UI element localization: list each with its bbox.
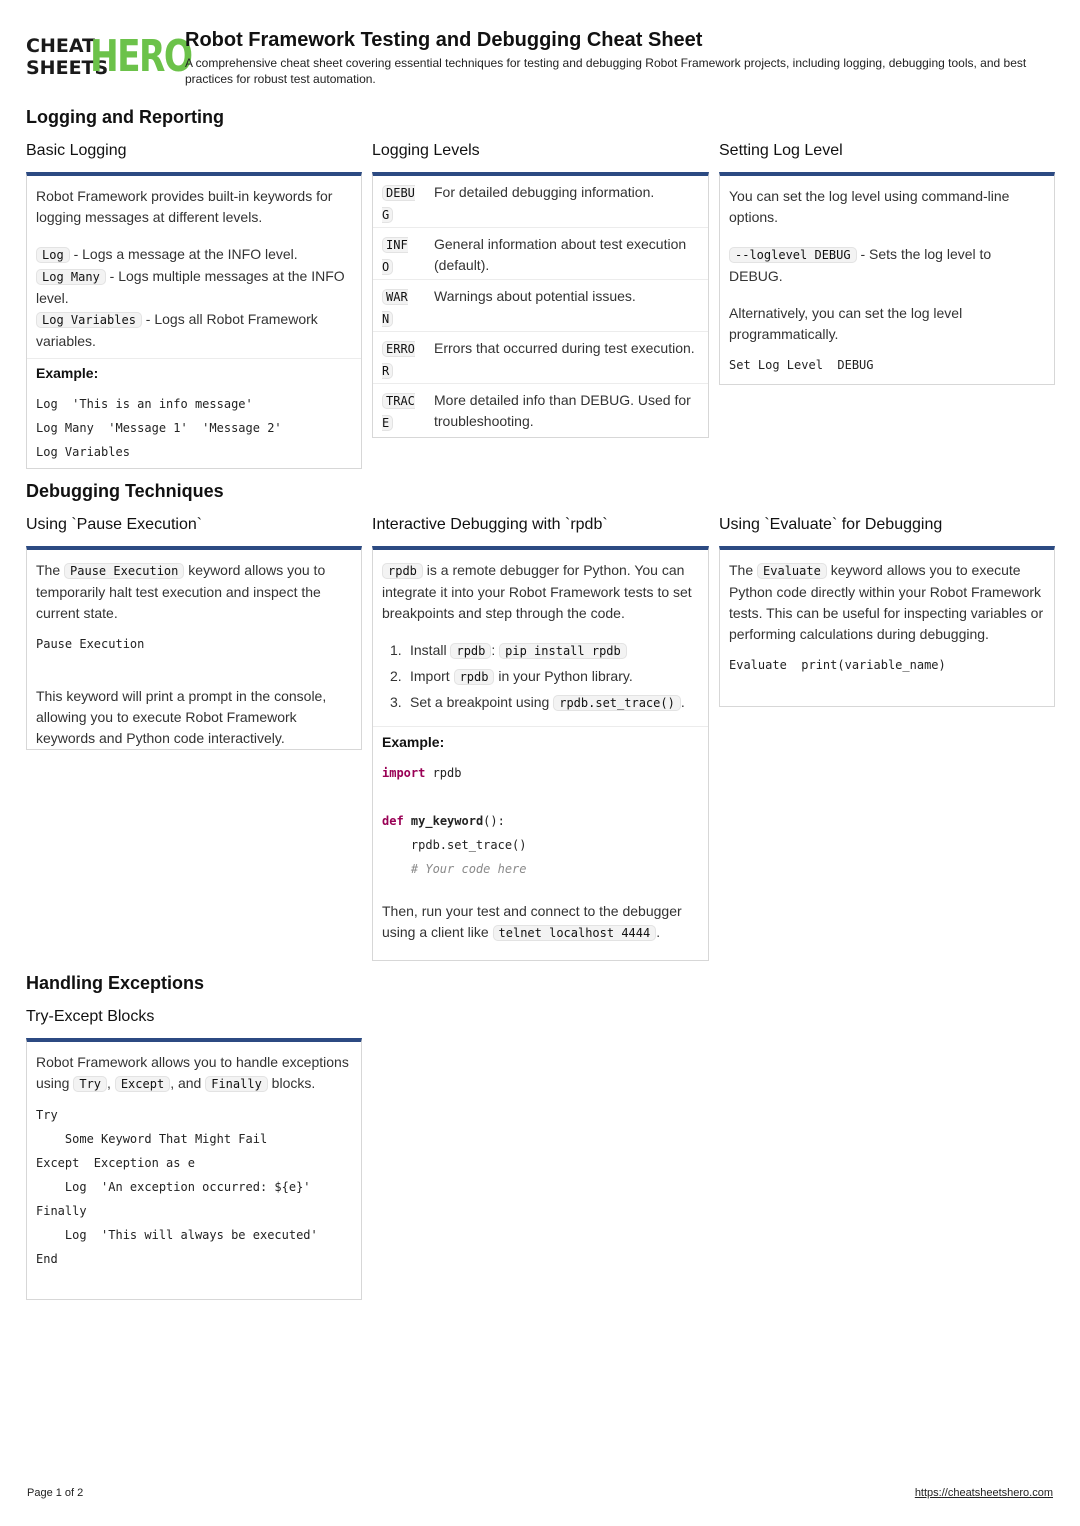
card-try-except — [26, 1038, 362, 1300]
code-text: (): — [483, 814, 505, 828]
code-line: Set Log Level DEBUG — [729, 358, 874, 372]
level-row-error — [373, 332, 708, 384]
setting-intro: You can set the log level using command-line options. — [729, 188, 1010, 225]
code-log: Log — [36, 247, 70, 263]
code-line: rpdb.set_trace() — [382, 838, 527, 852]
rpdb-intro-text: is a remote debugger for Python. You can integrate it into your Robot Framework tests to set breakpoints and step through the code. — [382, 562, 692, 621]
code-line: Finally — [36, 1204, 87, 1218]
step-text: . — [680, 694, 685, 710]
try-intro-text: , — [107, 1075, 115, 1091]
try-intro-text: , and — [170, 1075, 206, 1091]
step-text: : — [491, 642, 500, 658]
logo-cheat-text: CHEAT — [26, 35, 96, 57]
code-line: Try — [36, 1108, 58, 1122]
step-code: rpdb — [454, 669, 495, 685]
code-telnet: telnet localhost 4444 — [493, 925, 657, 941]
section-title-exceptions: Handling Exceptions — [26, 973, 205, 993]
code-line: Except Exception as e — [36, 1156, 195, 1170]
code-try: Try — [73, 1076, 107, 1092]
rpdb-outro-text: Then, run your test and connect to the debugger using a client like — [382, 903, 682, 940]
card-title-logging-levels: Logging Levels — [372, 142, 480, 159]
code-block — [27, 392, 361, 464]
level-desc: General information about test execution (default). — [434, 236, 687, 273]
evaluate-intro-pre: The — [729, 562, 758, 578]
code-log-many: Log Many — [36, 269, 106, 285]
site-link[interactable]: https://cheatsheetshero.com — [914, 1487, 1053, 1499]
code-line: Some Keyword That Might Fail — [36, 1132, 268, 1146]
card-title-try-except: Try-Except Blocks — [26, 1008, 155, 1025]
code-line: Log Many 'Message 1' 'Message 2' — [36, 421, 282, 435]
step-number: 3. — [390, 694, 402, 710]
step-text: in your Python library. — [494, 668, 633, 684]
basic-logging-item-text: - Logs all Robot Framework variables. — [36, 311, 318, 349]
level-row-info — [373, 228, 708, 280]
code-block — [373, 761, 708, 881]
card-pause-execution — [26, 546, 362, 750]
code-block — [27, 632, 361, 656]
try-intro-text: Robot Framework allows you to handle exceptions using — [36, 1054, 349, 1091]
logo-hero-text: HERO — [90, 31, 192, 82]
level-code: TRACE — [382, 394, 415, 430]
example-label: Example: — [36, 365, 99, 381]
level-desc: More detailed info than DEBUG. Used for troubleshooting. — [434, 392, 691, 429]
logo — [26, 31, 192, 82]
level-code: DEBUG — [382, 186, 415, 222]
rpdb-outro — [382, 901, 699, 944]
code-finally: Finally — [205, 1076, 268, 1092]
code-rpdb: rpdb — [382, 563, 423, 579]
try-intro-text: blocks. — [267, 1075, 316, 1091]
step-text: Set a breakpoint using — [410, 694, 554, 710]
step-text: Install — [410, 642, 451, 658]
code-line: End — [36, 1252, 58, 1266]
setting-flag-text: - Sets the log level to DEBUG. — [729, 246, 992, 284]
level-row-trace — [373, 384, 708, 436]
code-block — [720, 653, 1054, 677]
page-number: Page 1 of 2 — [27, 1487, 84, 1499]
card-basic-logging — [26, 172, 362, 469]
card-rpdb — [372, 546, 709, 961]
pause-note: This keyword will print a prompt in the console, allowing you to execute Robot Framework keywords and Python code interactively. — [36, 688, 327, 746]
basic-logging-item — [36, 266, 352, 309]
code-log-variables: Log Variables — [36, 312, 142, 328]
card-evaluate — [719, 546, 1055, 707]
code-block — [720, 353, 1054, 377]
rpdb-step — [382, 690, 699, 716]
card-title-rpdb: Interactive Debugging with `rpdb` — [372, 516, 608, 533]
step-text: Import — [410, 668, 454, 684]
rpdb-steps — [382, 638, 699, 726]
basic-logging-item-text: - Logs multiple messages at the INFO level. — [36, 268, 345, 306]
pause-intro-pre: The — [36, 562, 65, 578]
section-title-debugging: Debugging Techniques — [26, 481, 224, 501]
level-desc: Errors that occurred during test execution. — [434, 340, 695, 356]
code-pause-execution: Pause Execution — [64, 563, 184, 579]
level-desc: For detailed debugging information. — [434, 184, 655, 200]
code-comment: # Your code here — [382, 862, 527, 876]
code-function: my_keyword — [410, 814, 484, 828]
step-number: 2. — [390, 668, 402, 684]
code-text: rpdb — [425, 766, 462, 780]
try-except-intro — [36, 1052, 352, 1095]
rpdb-step — [382, 664, 699, 690]
rpdb-intro — [382, 560, 699, 624]
basic-logging-item-text: - Logs a message at the INFO level. — [69, 246, 298, 262]
code-block — [27, 1103, 361, 1271]
card-setting-log-level — [719, 172, 1055, 385]
code-line: Evaluate print(variable_name) — [729, 658, 946, 672]
card-title-basic-logging: Basic Logging — [26, 142, 127, 159]
code-loglevel-flag: --loglevel DEBUG — [729, 247, 857, 263]
logo-sheets-text: SHEETS — [26, 57, 109, 79]
card-logging-levels — [372, 172, 709, 438]
code-line — [382, 761, 699, 785]
basic-logging-item — [36, 244, 352, 266]
card-title-setting-log-level: Setting Log Level — [719, 142, 843, 159]
step-code: rpdb — [450, 643, 491, 659]
code-line: Log 'This is an info message' — [36, 397, 253, 411]
code-line: Log 'This will always be executed' — [36, 1228, 318, 1242]
setting-alt: Alternatively, you can set the log level programmatically. — [729, 305, 963, 342]
code-line: Pause Execution — [36, 637, 145, 651]
code-line: Log Variables — [36, 445, 130, 459]
section-title-logging: Logging and Reporting — [26, 107, 224, 127]
code-line — [382, 809, 699, 833]
level-code: INFO — [382, 238, 408, 274]
setting-flag-line — [729, 244, 1045, 287]
example-label: Example: — [382, 734, 445, 750]
rpdb-step — [382, 638, 699, 664]
code-line: Log 'An exception occurred: ${e}' — [36, 1180, 311, 1194]
card-title-pause-execution: Using `Pause Execution` — [26, 516, 203, 533]
evaluate-intro-post: keyword allows you to execute Python code directly within your Robot Framework tests. This can be useful for inspecting variables or performing calculations during debugging. — [729, 562, 1044, 642]
step-code: pip install rpdb — [499, 643, 627, 659]
rpdb-outro-text: . — [656, 924, 661, 940]
level-code: ERROR — [382, 342, 415, 378]
level-desc: Warnings about potential issues. — [434, 288, 636, 304]
code-keyword: def — [382, 814, 404, 828]
level-row-warn — [373, 280, 708, 332]
pause-intro-post: keyword allows you to temporarily halt test execution and inspect the current state. — [36, 562, 326, 621]
evaluate-intro — [729, 560, 1045, 645]
code-evaluate: Evaluate — [757, 563, 827, 579]
level-row-debug — [373, 176, 708, 228]
pause-intro — [36, 560, 352, 624]
page-subtitle: A comprehensive cheat sheet covering essential techniques for testing and debugging Robot Framework projects, including logging, debugging tools, and best practices for robust test automation. — [185, 56, 1027, 86]
code-keyword: import — [382, 766, 426, 780]
step-number: 1. — [390, 642, 402, 658]
step-code: rpdb.set_trace() — [553, 695, 681, 711]
basic-logging-intro: Robot Framework provides built-in keywords for logging messages at different levels. — [36, 188, 333, 225]
card-title-evaluate: Using `Evaluate` for Debugging — [719, 516, 943, 533]
level-code: WARN — [382, 290, 408, 326]
page-title: Robot Framework Testing and Debugging Cheat Sheet — [185, 29, 703, 51]
basic-logging-item — [36, 309, 352, 358]
code-except: Except — [115, 1076, 170, 1092]
